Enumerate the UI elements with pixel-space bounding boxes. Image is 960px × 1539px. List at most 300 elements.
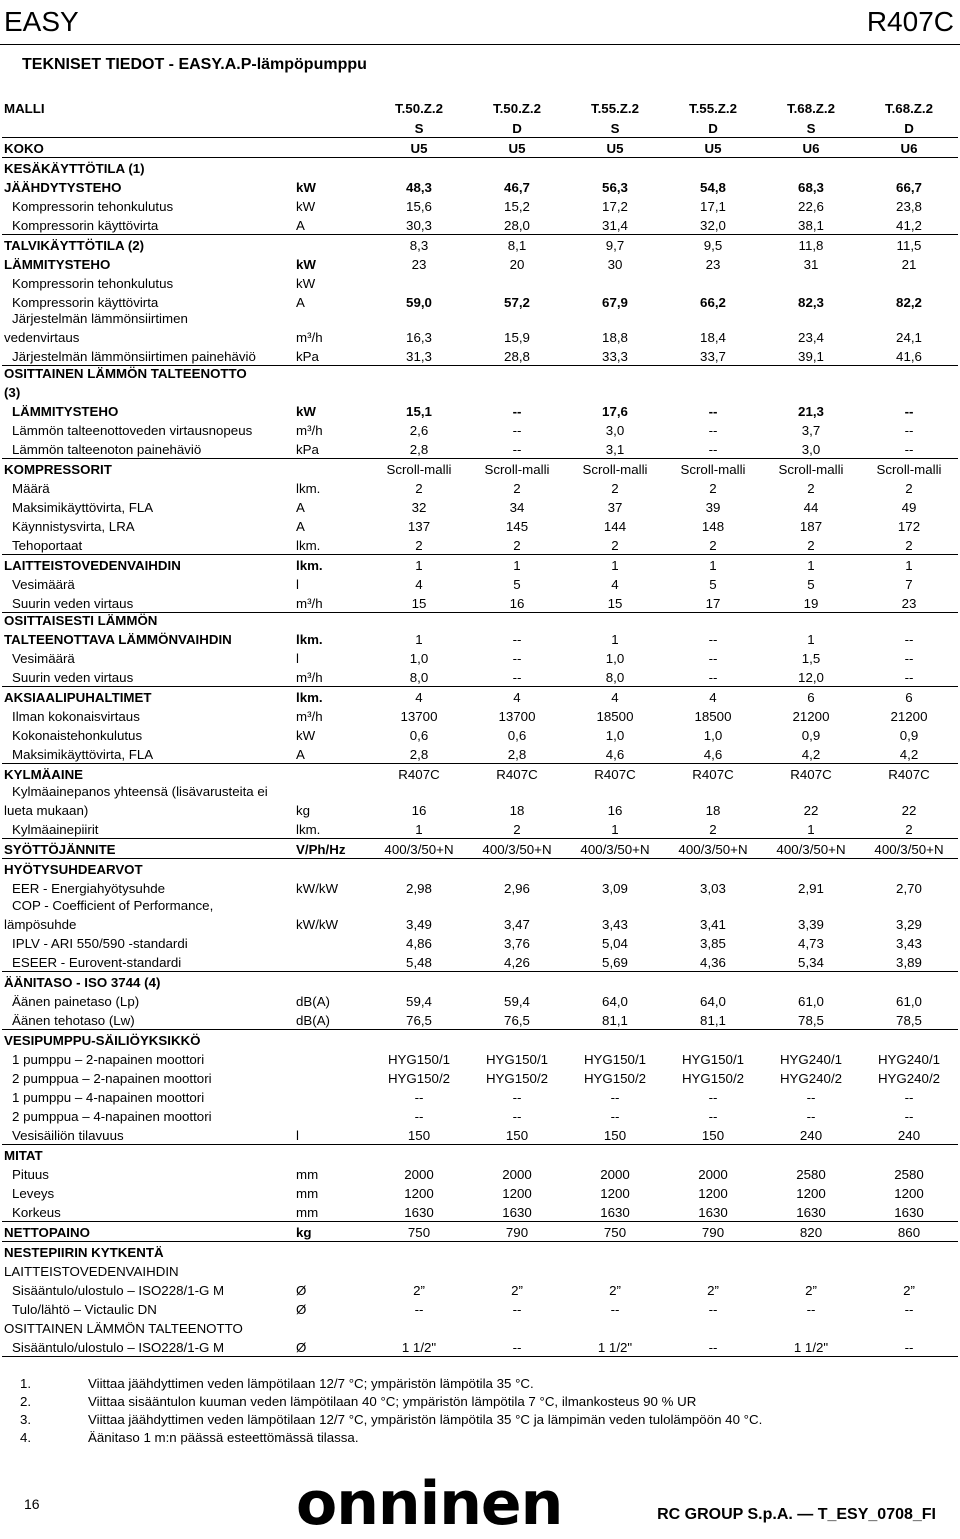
table-row bbox=[2, 819, 958, 838]
unit-cell: kW bbox=[296, 257, 316, 272]
header-right: R407C bbox=[866, 6, 954, 37]
value-cell: 31,3 bbox=[406, 348, 432, 364]
unit-cell: lkm. bbox=[296, 632, 323, 647]
value-cell: 2 bbox=[709, 821, 717, 837]
row-label: OSITTAISESTI LÄMMÖN bbox=[2, 612, 294, 629]
value-cell: 6 bbox=[762, 686, 860, 706]
value-cell bbox=[370, 971, 468, 991]
table-row bbox=[2, 648, 958, 667]
table-row bbox=[2, 1221, 958, 1241]
row-label: Korkeus bbox=[12, 1204, 61, 1220]
row-label: Sisääntulo/ulostulo – ISO228/1-G M bbox=[2, 1337, 294, 1356]
unit-cell bbox=[294, 1049, 370, 1068]
row-label: Järjestelmän lämmönsiirtimen painehäviö bbox=[12, 348, 256, 364]
value-cell: 5,34 bbox=[798, 954, 824, 970]
value-cell: 4 bbox=[415, 577, 423, 592]
row-label: 2 pumppua – 4-napainen moottori bbox=[12, 1109, 212, 1124]
row-label: Kompressorin tehonkulutus bbox=[12, 276, 174, 291]
value-cell: 66,7 bbox=[896, 180, 922, 195]
row-label: Kompressorin käyttövirta bbox=[12, 217, 159, 233]
value-cell: R407C bbox=[370, 763, 468, 783]
value-cell: Scroll-malli bbox=[664, 458, 762, 478]
footnote bbox=[20, 1394, 762, 1412]
value-cell: 3,03 bbox=[700, 881, 726, 896]
row-label: 1 pumppu – 4-napainen moottori bbox=[12, 1090, 205, 1105]
table-row bbox=[2, 420, 958, 439]
value-cell bbox=[762, 157, 860, 177]
value-cell: HYG150/2 bbox=[583, 1071, 647, 1086]
value-cell: -- bbox=[468, 1337, 566, 1356]
value-cell: 24,1 bbox=[896, 330, 922, 345]
value-cell: -- bbox=[708, 423, 718, 438]
value-cell: 41,6 bbox=[896, 348, 922, 364]
value-cell: HYG150/2 bbox=[681, 1071, 745, 1086]
value-cell: HYG150/1 bbox=[485, 1052, 549, 1067]
value-cell bbox=[566, 157, 664, 177]
row-label: KOMPRESSORIT bbox=[2, 458, 294, 478]
unit-cell: A bbox=[296, 217, 305, 233]
value-cell bbox=[468, 1241, 566, 1261]
unit-cell: A bbox=[296, 500, 305, 515]
value-cell: -- bbox=[708, 669, 718, 685]
value-cell: D bbox=[904, 120, 914, 136]
value-cell: D bbox=[512, 120, 522, 136]
table-row bbox=[2, 365, 958, 382]
value-cell bbox=[370, 1261, 468, 1280]
table-row bbox=[2, 1318, 958, 1337]
value-cell: T.55.Z.2 bbox=[590, 101, 640, 116]
value-cell: 1630 bbox=[894, 1204, 924, 1220]
value-cell: 2000 bbox=[502, 1167, 532, 1182]
row-label: Kompressorin käyttövirta bbox=[12, 295, 159, 310]
value-cell bbox=[664, 1261, 762, 1280]
table-row bbox=[2, 1087, 958, 1106]
value-cell bbox=[664, 897, 762, 914]
value-cell bbox=[370, 1144, 468, 1164]
value-cell: R407C bbox=[566, 763, 664, 783]
table-row bbox=[2, 838, 958, 858]
value-cell bbox=[762, 365, 860, 382]
value-cell: 400/3/50+N bbox=[860, 838, 958, 858]
value-cell bbox=[468, 311, 566, 327]
unit-cell: lkm. bbox=[294, 554, 370, 574]
value-cell: 0,9 bbox=[801, 728, 821, 743]
value-cell: HYG150/2 bbox=[485, 1071, 549, 1086]
value-cell bbox=[468, 897, 566, 914]
value-cell: 2 bbox=[513, 481, 521, 496]
value-cell: 4,6 bbox=[605, 746, 625, 762]
value-cell: S bbox=[806, 120, 816, 136]
value-cell bbox=[566, 1029, 664, 1049]
value-cell: 2 bbox=[905, 821, 913, 837]
value-cell: 23 bbox=[901, 595, 917, 611]
table-row bbox=[2, 1010, 958, 1029]
value-cell: 61,0 bbox=[896, 994, 922, 1009]
value-cell bbox=[370, 1241, 468, 1261]
table-row bbox=[2, 1049, 958, 1068]
value-cell bbox=[664, 1144, 762, 1164]
unit-cell: A bbox=[296, 519, 305, 534]
row-label: JÄÄHDYTYSTEHO bbox=[4, 180, 122, 195]
row-label: VESIPUMPPU-SÄILIÖYKSIKKÖ bbox=[2, 1029, 294, 1049]
value-cell: 59,0 bbox=[406, 295, 432, 310]
value-cell: 148 bbox=[701, 519, 725, 534]
row-label: Kompressorin tehonkulutus bbox=[12, 199, 174, 214]
value-cell: -- bbox=[610, 1090, 620, 1105]
header-left: EASY bbox=[4, 6, 79, 37]
table-row bbox=[2, 725, 958, 744]
row-label: Leveys bbox=[12, 1186, 55, 1201]
unit-cell: m³/h bbox=[296, 423, 323, 438]
value-cell: 1 bbox=[415, 632, 423, 647]
row-label: Kokonaistehonkulutus bbox=[12, 728, 143, 743]
row-label: Ilman kokonaisvirtaus bbox=[12, 709, 140, 724]
value-cell bbox=[566, 783, 664, 800]
value-cell: -- bbox=[904, 1109, 914, 1124]
value-cell: 19 bbox=[803, 595, 819, 611]
unit-cell: m³/h bbox=[296, 709, 323, 724]
table-row bbox=[2, 117, 958, 137]
value-cell: -- bbox=[708, 632, 718, 647]
value-cell bbox=[860, 1261, 958, 1280]
value-cell: 1200 bbox=[600, 1186, 630, 1201]
value-cell: 1 bbox=[664, 554, 762, 574]
value-cell bbox=[566, 365, 664, 382]
table-row bbox=[2, 574, 958, 593]
value-cell: -- bbox=[806, 1090, 816, 1105]
table-row bbox=[2, 858, 958, 878]
table-row bbox=[2, 273, 958, 292]
value-cell bbox=[664, 273, 762, 292]
table-row bbox=[2, 1164, 958, 1183]
row-label: Suurin veden virtaus bbox=[12, 669, 134, 685]
unit-cell bbox=[294, 971, 370, 991]
row-label: 2 pumppua – 2-napainen moottori bbox=[12, 1071, 212, 1086]
value-cell: 172 bbox=[897, 519, 921, 534]
unit-cell: Ø bbox=[294, 1337, 370, 1356]
value-cell: 3,0 bbox=[801, 441, 821, 457]
value-cell: 21,3 bbox=[798, 404, 824, 419]
value-cell: 5 bbox=[807, 577, 815, 592]
value-cell: 2580 bbox=[796, 1167, 826, 1182]
value-cell: 3,85 bbox=[700, 936, 726, 951]
value-cell: 33,7 bbox=[700, 348, 726, 364]
value-cell bbox=[664, 1241, 762, 1261]
value-cell: 18500 bbox=[694, 709, 732, 724]
table-row bbox=[2, 535, 958, 554]
spec-table bbox=[2, 95, 958, 1357]
row-label: TALVIKÄYTTÖTILA (2) bbox=[2, 234, 294, 254]
footnote-number: 4. bbox=[20, 1430, 32, 1445]
unit-cell: A bbox=[296, 295, 305, 310]
value-cell: S bbox=[414, 120, 424, 136]
value-cell: 2 bbox=[807, 537, 815, 553]
unit-cell: Ø bbox=[296, 1283, 307, 1298]
row-label: NESTEPIIRIN KYTKENTÄ bbox=[2, 1241, 294, 1261]
value-cell: 16 bbox=[411, 803, 427, 818]
value-cell bbox=[860, 1318, 958, 1337]
value-cell: 400/3/50+N bbox=[370, 838, 468, 858]
value-cell: 5,69 bbox=[602, 954, 628, 970]
value-cell bbox=[762, 1261, 860, 1280]
row-label: Maksimikäyttövirta, FLA bbox=[12, 500, 154, 515]
value-cell: 23 bbox=[705, 257, 721, 272]
value-cell: 150 bbox=[505, 1127, 529, 1143]
value-cell bbox=[468, 382, 566, 401]
value-cell: 0,6 bbox=[507, 728, 527, 743]
value-cell: 15,2 bbox=[504, 199, 530, 214]
value-cell bbox=[370, 858, 468, 878]
value-cell: 1,0 bbox=[409, 651, 429, 666]
unit-cell bbox=[294, 1106, 370, 1125]
page-subtitle: TEKNISET TIEDOT - EASY.A.P-lämpöpumppu bbox=[22, 56, 367, 73]
value-cell: -- bbox=[708, 404, 718, 419]
unit-cell bbox=[294, 157, 370, 177]
value-cell: T.55.Z.2 bbox=[688, 101, 738, 116]
row-label: Kylmäainepanos yhteensä (lisävarusteita ei bbox=[12, 784, 268, 799]
unit-cell: kg bbox=[296, 803, 311, 818]
row-label: lueta mukaan) bbox=[4, 803, 89, 818]
table-row bbox=[2, 516, 958, 535]
value-cell: 1 bbox=[762, 554, 860, 574]
value-cell bbox=[566, 311, 664, 327]
value-cell: 33,3 bbox=[602, 348, 628, 364]
value-cell bbox=[468, 858, 566, 878]
table-row bbox=[2, 1241, 958, 1261]
value-cell bbox=[860, 273, 958, 292]
value-cell: 22 bbox=[901, 803, 917, 818]
row-label: Äänen painetaso (Lp) bbox=[12, 994, 140, 1009]
value-cell: -- bbox=[708, 441, 718, 457]
footnote-number: 2. bbox=[20, 1394, 32, 1409]
value-cell: 3,7 bbox=[801, 423, 821, 438]
unit-cell bbox=[294, 1144, 370, 1164]
row-label: vedenvirtaus bbox=[4, 330, 80, 345]
value-cell: 23,4 bbox=[798, 330, 824, 345]
value-cell: 790 bbox=[468, 1221, 566, 1241]
table-row bbox=[2, 1261, 958, 1280]
value-cell bbox=[664, 612, 762, 629]
value-cell bbox=[468, 273, 566, 292]
value-cell: 31 bbox=[803, 257, 819, 272]
value-cell: HYG150/1 bbox=[583, 1052, 647, 1067]
value-cell bbox=[370, 783, 468, 800]
value-cell: 4,2 bbox=[899, 746, 919, 762]
table-row bbox=[2, 458, 958, 478]
value-cell: 3,89 bbox=[896, 954, 922, 970]
value-cell: 2 bbox=[611, 537, 619, 553]
value-cell: 750 bbox=[370, 1221, 468, 1241]
unit-cell bbox=[294, 365, 370, 382]
value-cell: R407C bbox=[664, 763, 762, 783]
table-row bbox=[2, 215, 958, 234]
value-cell: -- bbox=[610, 1109, 620, 1124]
value-cell bbox=[370, 897, 468, 914]
value-cell: 67,9 bbox=[602, 295, 628, 310]
value-cell: 11,8 bbox=[762, 234, 860, 254]
value-cell: -- bbox=[512, 1109, 522, 1124]
unit-cell: mm bbox=[296, 1186, 319, 1201]
value-cell bbox=[860, 612, 958, 629]
value-cell bbox=[664, 382, 762, 401]
value-cell: 145 bbox=[505, 519, 529, 534]
value-cell: 13700 bbox=[498, 709, 536, 724]
value-cell: 11,5 bbox=[860, 234, 958, 254]
value-cell: 0,9 bbox=[899, 728, 919, 743]
value-cell bbox=[468, 157, 566, 177]
value-cell: 790 bbox=[664, 1221, 762, 1241]
value-cell bbox=[762, 273, 860, 292]
value-cell: 8,0 bbox=[605, 669, 625, 685]
value-cell: 64,0 bbox=[700, 994, 726, 1009]
value-cell: -- bbox=[512, 651, 522, 666]
unit-cell bbox=[294, 1261, 370, 1280]
value-cell bbox=[762, 1241, 860, 1261]
unit-cell: kW bbox=[296, 728, 316, 743]
value-cell: 240 bbox=[799, 1127, 823, 1143]
value-cell: 3,0 bbox=[605, 423, 625, 438]
table-row bbox=[2, 763, 958, 783]
row-label: lämpösuhde bbox=[4, 917, 77, 932]
unit-cell: V/Ph/Hz bbox=[294, 838, 370, 858]
value-cell: 78,5 bbox=[798, 1012, 824, 1028]
table-row bbox=[2, 254, 958, 273]
value-cell bbox=[860, 1029, 958, 1049]
value-cell bbox=[370, 311, 468, 327]
value-cell: T.68.Z.2 bbox=[884, 101, 934, 116]
value-cell: 2 bbox=[709, 537, 717, 553]
table-row bbox=[2, 1144, 958, 1164]
footnote bbox=[20, 1376, 762, 1394]
value-cell bbox=[762, 858, 860, 878]
value-cell bbox=[860, 157, 958, 177]
unit-cell bbox=[294, 117, 370, 137]
table-row bbox=[2, 346, 958, 365]
value-cell: -- bbox=[512, 1090, 522, 1105]
value-cell: 1,0 bbox=[605, 728, 625, 743]
value-cell: 3,1 bbox=[605, 441, 625, 457]
value-cell: 1 bbox=[807, 821, 815, 837]
value-cell: 9,7 bbox=[566, 234, 664, 254]
row-label: LÄMMITYSTEHO bbox=[12, 404, 119, 419]
value-cell bbox=[860, 365, 958, 382]
value-cell bbox=[860, 311, 958, 327]
unit-cell: m³/h bbox=[296, 669, 323, 685]
row-label: NETTOPAINO bbox=[2, 1221, 294, 1241]
value-cell: 8,0 bbox=[409, 669, 429, 685]
table-row bbox=[2, 1280, 958, 1299]
unit-cell: A bbox=[296, 746, 305, 762]
value-cell: 1 1/2" bbox=[762, 1337, 860, 1356]
footnote-number: 1. bbox=[20, 1376, 32, 1391]
value-cell: 39,1 bbox=[798, 348, 824, 364]
value-cell: T.68.Z.2 bbox=[786, 101, 836, 116]
row-label: Tehoportaat bbox=[12, 537, 83, 553]
value-cell: 5 bbox=[709, 577, 717, 592]
value-cell: 2000 bbox=[404, 1167, 434, 1182]
value-cell: 18 bbox=[705, 803, 721, 818]
value-cell: 4,2 bbox=[801, 746, 821, 762]
table-row bbox=[2, 667, 958, 686]
value-cell: HYG240/1 bbox=[779, 1052, 843, 1067]
value-cell: T.50.Z.2 bbox=[394, 101, 444, 116]
footnote-text: Viittaa jäähdyttimen veden lämpötilaan 12/7 °C; ympäristön lämpötila 35 °C. bbox=[88, 1376, 534, 1391]
value-cell: -- bbox=[806, 1302, 816, 1317]
table-row bbox=[2, 783, 958, 800]
value-cell: 400/3/50+N bbox=[762, 838, 860, 858]
value-cell: 1 1/2" bbox=[370, 1337, 468, 1356]
value-cell: 30,3 bbox=[406, 217, 432, 233]
value-cell: 78,5 bbox=[896, 1012, 922, 1028]
row-label: LÄMMITYSTEHO bbox=[4, 257, 111, 272]
value-cell: 2,8 bbox=[409, 746, 429, 762]
value-cell: 23 bbox=[411, 257, 427, 272]
unit-cell bbox=[294, 1241, 370, 1261]
row-label: Pituus bbox=[12, 1167, 49, 1182]
row-label: Järjestelmän lämmönsiirtimen bbox=[12, 311, 188, 326]
value-cell bbox=[468, 365, 566, 382]
table-row bbox=[2, 952, 958, 971]
value-cell bbox=[468, 612, 566, 629]
value-cell: 76,5 bbox=[406, 1012, 432, 1028]
table-row bbox=[2, 1068, 958, 1087]
value-cell: 38,1 bbox=[798, 217, 824, 233]
unit-cell bbox=[294, 1318, 370, 1337]
unit-cell: kg bbox=[294, 1221, 370, 1241]
value-cell: -- bbox=[904, 632, 914, 647]
value-cell: S bbox=[610, 120, 620, 136]
value-cell: 16 bbox=[509, 595, 525, 611]
table-row bbox=[2, 1337, 958, 1356]
row-label: TALTEENOTTAVA LÄMMÖNVAIHDIN bbox=[4, 632, 232, 647]
row-label: HYÖTYSUHDEARVOT bbox=[2, 858, 294, 878]
value-cell: 2 bbox=[709, 481, 717, 496]
value-cell: U5 bbox=[664, 137, 762, 157]
row-label: Vesimäärä bbox=[12, 577, 75, 592]
value-cell: 82,2 bbox=[896, 295, 922, 310]
table-row bbox=[2, 686, 958, 706]
value-cell: 21200 bbox=[890, 709, 928, 724]
value-cell: 17,6 bbox=[602, 404, 628, 419]
value-cell: 1200 bbox=[698, 1186, 728, 1201]
table-row bbox=[2, 800, 958, 819]
value-cell: -- bbox=[414, 1090, 424, 1105]
unit-cell bbox=[294, 311, 370, 327]
value-cell: D bbox=[708, 120, 718, 136]
value-cell: R407C bbox=[860, 763, 958, 783]
unit-cell bbox=[294, 763, 370, 783]
table-row bbox=[2, 629, 958, 648]
value-cell bbox=[762, 1318, 860, 1337]
value-cell: 1630 bbox=[502, 1204, 532, 1220]
value-cell: 2” bbox=[707, 1283, 719, 1298]
unit-cell: lkm. bbox=[294, 686, 370, 706]
value-cell bbox=[664, 783, 762, 800]
value-cell bbox=[468, 1261, 566, 1280]
row-label: ESEER - Eurovent-standardi bbox=[12, 954, 182, 970]
table-row bbox=[2, 439, 958, 458]
value-cell bbox=[664, 971, 762, 991]
value-cell: -- bbox=[904, 669, 914, 685]
value-cell bbox=[762, 1144, 860, 1164]
unit-cell: lkm. bbox=[296, 481, 321, 496]
value-cell bbox=[664, 157, 762, 177]
value-cell: 1 bbox=[370, 554, 468, 574]
value-cell bbox=[370, 365, 468, 382]
value-cell bbox=[860, 783, 958, 800]
unit-cell: m³/h bbox=[296, 595, 323, 611]
row-label: Tulo/lähtö – Victaulic DN bbox=[12, 1302, 157, 1317]
